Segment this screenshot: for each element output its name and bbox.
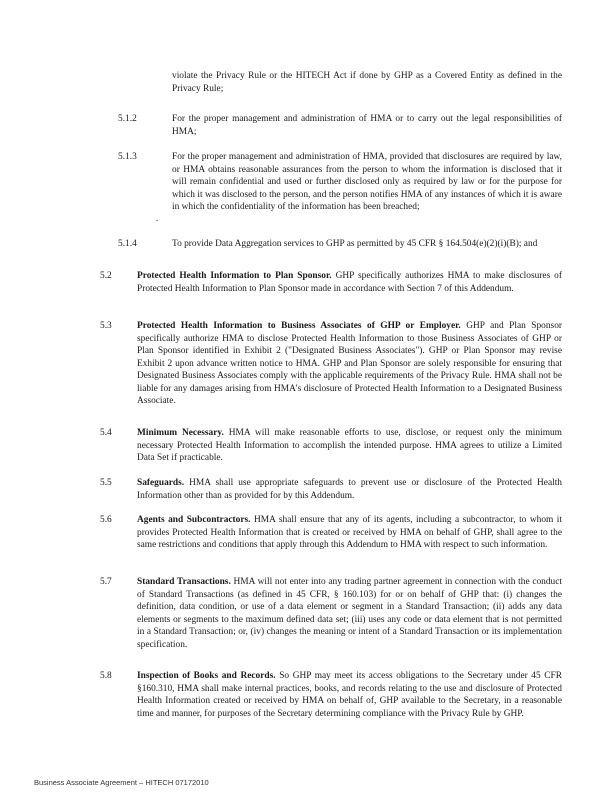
section-number: 5.1.4: [118, 239, 137, 249]
section-5-6: [137, 514, 562, 552]
section-5-8: [137, 670, 562, 720]
section-number: 5.3: [100, 321, 112, 331]
paragraph-text: violate the Privacy Rule or the HITECH Act if done by GHP as a Covered Entity as defined in the Privacy Rule;: [172, 71, 562, 94]
section-5-1-2: [172, 113, 562, 138]
page-footer: Business Associate Agreement – HITECH 07172010: [34, 778, 209, 787]
section-heading: Inspection of Books and Records.: [137, 671, 276, 681]
section-5-3: [137, 320, 562, 408]
section-5-5: [137, 477, 562, 502]
paragraph-continuation: [172, 70, 562, 95]
section-heading: Minimum Necessary.: [137, 428, 224, 438]
section-text: For the proper management and administration of HMA or to carry out the legal responsibilities of HMA;: [172, 114, 562, 137]
section-number: 5.4: [100, 428, 112, 438]
section-heading: Safeguards.: [137, 478, 185, 488]
section-text: HMA will make reasonable efforts to use, disclose, or request only the minimum necessary Protected Health Information to accomplish the intended purpose. HMA agrees to utilize a Limited Data Set if practicable.: [137, 428, 562, 463]
section-5-2: [137, 270, 562, 295]
section-number: 5.7: [100, 577, 112, 587]
section-heading: Agents and Subcontractors.: [137, 515, 251, 525]
section-number: 5.6: [100, 515, 112, 525]
section-number: 5.2: [100, 271, 112, 281]
section-text: HMA shall ensure that any of its agents, including a subcontractor, to whom it provides Protected Health Information that is created or received by HMA on behalf of GHP, shall agree to the same restrictions and conditions that apply through this Addendum to HMA with respect to such information.: [137, 515, 563, 550]
section-text: HMA shall use appropriate safeguards to prevent use or disclosure of the Protected Health Information other than as provided for by this Addendum.: [137, 478, 562, 501]
section-number: 5.5: [100, 478, 112, 488]
section-text: GHP and Plan Sponsor specifically authorize HMA to disclose Protected Health Information to those Business Associates of GHP or Plan Sponsor identified in Exhibit 2 ("Designated Business Associates"). GHP or Plan Sponsor may revise Exhibit 2 upon advance written notice to HMA. GHP and Plan Sponsor are solely responsible for ensuring that Designated Business Associates comply with the applicable requirements of the Privacy Rule. HMA shall not be liable for any damages arising from HMA's disclosure of Protected Health Information to a Designated Business Associate.: [137, 321, 562, 406]
section-text: For the proper management and administration of HMA, provided that disclosures are required by law, or HMA obtains reasonable assurances from the person to whom the information is disclosed that it will remain confidential and used or further disclosed only as required by law or for the purpose for which it was disclosed to the person, and the person notifies HMA of any instances of which it is aware in which the confidentiality of the information has been breached;: [172, 152, 562, 212]
section-5-4: [137, 427, 562, 465]
section-text: So GHP may meet its access obligations to the Secretary under 45 CFR §160.310, HMA shall make internal practices, books, and records relating to the use and disclosure of Protected Health Information created or received by HMA on behalf of, GHP available to the Secretary, in a reasonable time and manner, for purposes of the Secretary determining compliance with the Privacy Rule by GHP.: [137, 671, 562, 719]
section-number: 5.1.2: [118, 114, 137, 124]
section-text: GHP specifically authorizes HMA to make disclosures of Protected Health Information to Plan Sponsor made in accordance with Section 7 of this Addendum.: [137, 271, 562, 294]
stray-mark: .: [156, 213, 159, 223]
section-5-7: [137, 576, 562, 651]
section-5-1-3: [172, 151, 562, 214]
section-text: To provide Data Aggregation services to GHP as permitted by 45 CFR § 164.504(e)(2)(i)(B); and: [172, 239, 538, 249]
section-text: HMA will not enter into any trading partner agreement in connection with the conduct of Standard Transactions (as defined in 45 CFR, § 160.103) for or on behalf of GHP that: (i) changes the definition, data condition, or use of a data element or segment in a Standard Transaction; (ii) adds any data elements or segments to the maximum defined data set; (iii) uses any code or data element that is not permitted in a Standard Transaction; or, (iv) changes the meaning or intent of a Standard Transaction or its implementation specification.: [137, 577, 562, 650]
section-number: 5.8: [100, 671, 112, 681]
section-number: 5.1.3: [118, 152, 137, 162]
section-heading: Protected Health Information to Business Associates of GHP or Employer.: [137, 321, 461, 331]
section-5-1-4: [172, 238, 562, 251]
section-heading: Protected Health Information to Plan Sponsor.: [137, 271, 332, 281]
section-heading: Standard Transactions.: [137, 577, 231, 587]
